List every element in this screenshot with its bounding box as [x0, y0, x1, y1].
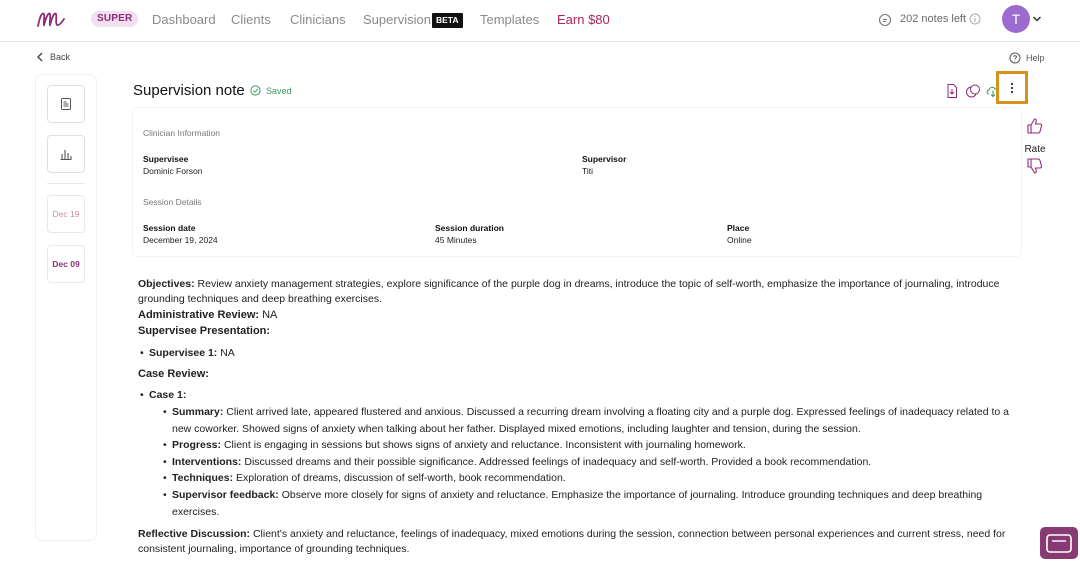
reflective-label: Reflective Discussion: — [138, 528, 251, 541]
supervisee1-text: NA — [217, 347, 235, 359]
place-label: Place — [727, 223, 750, 233]
document-icon — [59, 97, 73, 111]
admin-label: Administrative Review: — [138, 309, 260, 321]
list-item — [171, 404, 1014, 437]
help-label: Help — [1026, 53, 1045, 63]
supervisee-presentation-heading: Supervisee Presentation: — [138, 325, 271, 337]
beta-badge: BETA — [432, 13, 463, 28]
case1-label: Case 1: — [149, 389, 187, 401]
interventions-label: Interventions: — [172, 455, 242, 468]
bar-chart-icon — [59, 147, 73, 161]
case-review-heading: Case Review: — [138, 368, 209, 380]
nav-earn[interactable]: Earn $80 — [557, 12, 610, 27]
supervisee-label: Supervisee — [143, 154, 189, 164]
session-date-label: Session date — [143, 223, 196, 233]
avatar[interactable]: T — [1002, 5, 1030, 33]
help-icon — [1009, 52, 1021, 64]
copy-icon[interactable] — [965, 83, 981, 99]
super-badge: SUPER — [91, 11, 138, 27]
supervisor-label: Supervisor — [582, 154, 627, 164]
check-circle-icon — [250, 85, 261, 96]
nav-clinicians[interactable]: Clinicians — [290, 12, 346, 27]
chat-widget-button[interactable] — [1040, 527, 1078, 559]
notes-icon — [877, 12, 893, 28]
brand-logo[interactable] — [36, 6, 66, 32]
list-item — [148, 388, 1014, 520]
progress-text: Client is engaging in sessions but shows signs of anxiety and reluctance. Inconsistent with journaling homework. — [221, 439, 746, 452]
list-item — [171, 470, 1014, 487]
sidebar-date-dec-19[interactable]: Dec 19 — [47, 195, 85, 233]
reflective-text: Client's anxiety and reluctance, feelings of inadequacy, mixed emotions during the session, connection between personal experiences and current stress, need for consistent journaling, importance of grounding techniques. — [138, 528, 1006, 556]
top-navigation-bar — [0, 0, 1080, 42]
chat-icon — [1040, 527, 1078, 559]
analytics-button[interactable] — [47, 135, 85, 173]
more-vertical-icon — [1009, 81, 1015, 95]
rate-label: Rate — [1024, 144, 1046, 155]
session-details-heading: Session Details — [143, 197, 202, 207]
pdf-download-icon[interactable] — [944, 83, 960, 99]
list-item — [171, 487, 1014, 520]
admin-text: NA — [259, 309, 278, 321]
saved-label: Saved — [266, 85, 292, 96]
thumbs-up-icon[interactable] — [1026, 117, 1044, 135]
objectives-section — [138, 277, 1014, 307]
note-body — [138, 277, 1014, 557]
place-value: Online — [727, 235, 752, 245]
note-sidebar — [36, 75, 96, 540]
objectives-text: Review anxiety management strategies, explore significance of the purple dog in dreams, introduce the topic of self-worth, emphasize the importance of journaling, introduce grounding techniques and deep breathing exercises. — [138, 278, 1000, 305]
summary-text: Client arrived late, appeared flustered and anxious. Discussed a recurring dream involving a floating city and a purple dog. Expressed feelings of inadequacy related to a new coworker. Showed signs of anxiety when talking about her father. Displayed mixed emotions, including laughter and tension, during the session. — [172, 406, 1009, 435]
more-options-button[interactable] — [996, 71, 1028, 104]
summary-label: Summary: — [172, 406, 224, 418]
progress-label: Progress: — [172, 439, 222, 452]
saved-status — [250, 85, 292, 96]
objectives-label: Objectives: — [138, 278, 195, 290]
sidebar-date-dec-09[interactable]: Dec 09 — [47, 245, 85, 283]
techniques-label: Techniques: — [172, 472, 234, 485]
list-item — [171, 454, 1014, 471]
help-link[interactable] — [1009, 52, 1045, 64]
administrative-review — [138, 308, 1014, 323]
nav-templates[interactable]: Templates — [480, 12, 540, 27]
info-icon[interactable] — [969, 13, 981, 25]
list-item — [148, 346, 1014, 361]
chevron-down-icon[interactable] — [1032, 14, 1042, 24]
session-info-card — [133, 108, 1021, 256]
list-item — [171, 437, 1014, 454]
session-duration-label: Session duration — [435, 223, 504, 233]
thumbs-down-icon[interactable] — [1026, 157, 1044, 175]
feedback-text: Observe more closely for signs of anxiety and reluctance. Emphasize the importance of journaling. Introduce grounding techniques and deep breathing exercises. — [172, 488, 983, 518]
supervisee-value: Dominic Forson — [143, 166, 203, 176]
supervisee1-label: Supervisee 1: — [149, 347, 218, 359]
techniques-text: Exploration of dreams, discussion of self-worth, book recommendation. — [233, 472, 566, 485]
feedback-label: Supervisor feedback: — [172, 488, 279, 501]
sidebar-divider — [47, 183, 85, 184]
interventions-text: Discussed dreams and their possible significance. Addressed feelings of inadequacy and self-worth. Provided a book recommendation. — [241, 455, 872, 468]
back-link[interactable] — [36, 52, 70, 62]
nav-dashboard[interactable]: Dashboard — [152, 12, 216, 27]
reflective-discussion — [138, 527, 1014, 557]
session-duration-value: 45 Minutes — [435, 235, 477, 245]
session-date-value: December 19, 2024 — [143, 235, 218, 245]
nav-clients[interactable]: Clients — [231, 12, 271, 27]
chevron-left-icon — [36, 52, 44, 62]
clinician-info-heading: Clinician Information — [143, 128, 221, 138]
back-label: Back — [50, 52, 71, 62]
notes-left-count: 202 notes left — [900, 13, 967, 25]
document-view-button[interactable] — [47, 85, 85, 123]
supervisor-value: Titi — [582, 166, 594, 176]
rate-panel — [1018, 117, 1052, 180]
page-title: Supervision note — [133, 82, 245, 99]
nav-supervision[interactable]: Supervision — [363, 12, 431, 27]
